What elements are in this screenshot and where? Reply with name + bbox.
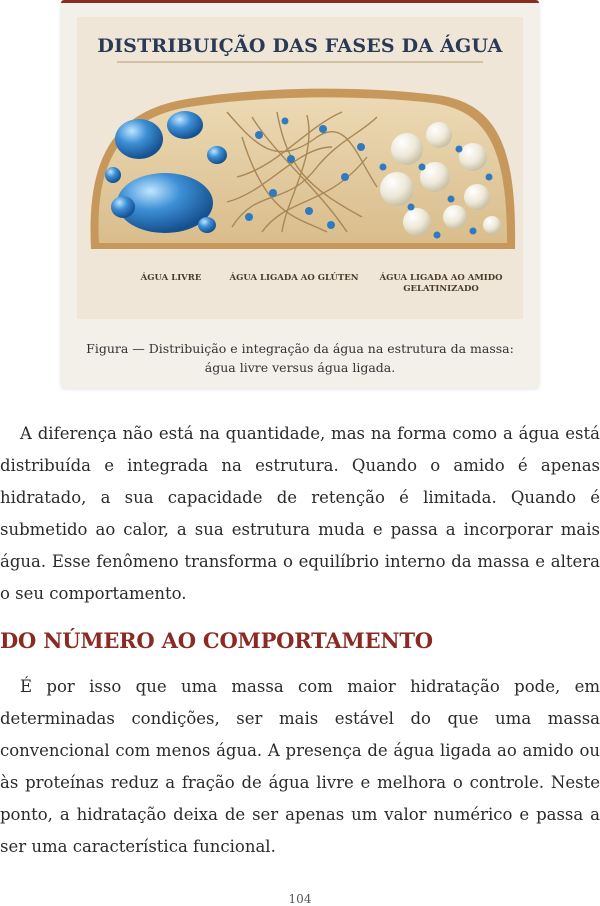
label-starch-water-line1: ÁGUA LIGADA AO AMIDO (379, 273, 503, 283)
figure-caption-line2: água livre versus água ligada. (204, 360, 396, 375)
section-heading: DO NÚMERO AO COMPORTAMENTO (0, 628, 433, 653)
label-gluten-water: ÁGUA LIGADA AO GLÚTEN (229, 273, 359, 283)
label-starch-water-line2: GELATINIZADO (403, 284, 479, 294)
figure-title: DISTRIBUIÇÃO DAS FASES DA ÁGUA (97, 35, 503, 57)
label-starch-water (371, 273, 511, 295)
body-paragraph-2: É por isso que uma massa com maior hidratação pode, em determinadas condições, ser mais estável do que uma massa convencional com menos água. A presença de água ligada ao amido ou às proteínas reduz a fração de água livre e melhora o controle. Neste ponto, a hidratação deixa de ser apenas um valor numérico e passa a ser uma característica funcional. (0, 677, 600, 856)
label-free-water: ÁGUA LIVRE (140, 273, 202, 283)
figure-card (61, 0, 539, 388)
figure-caption (81, 339, 519, 377)
figure-caption-line1: Figura — Distribuição e integração da água na estrutura da massa: (86, 341, 514, 356)
body-paragraph-1: A diferença não está na quantidade, mas na forma como a água está distribuída e integrada na estrutura. Quando o amido é apenas hidratado, a sua capacidade de retenção é limitada. Quando é submetido ao calor, a sua estrutura muda e passa a incorporar mais água. Esse fenômeno transforma o equilíbrio interno da massa e altera o seu comportamento. (0, 424, 600, 603)
page-number: 104 (288, 892, 312, 906)
